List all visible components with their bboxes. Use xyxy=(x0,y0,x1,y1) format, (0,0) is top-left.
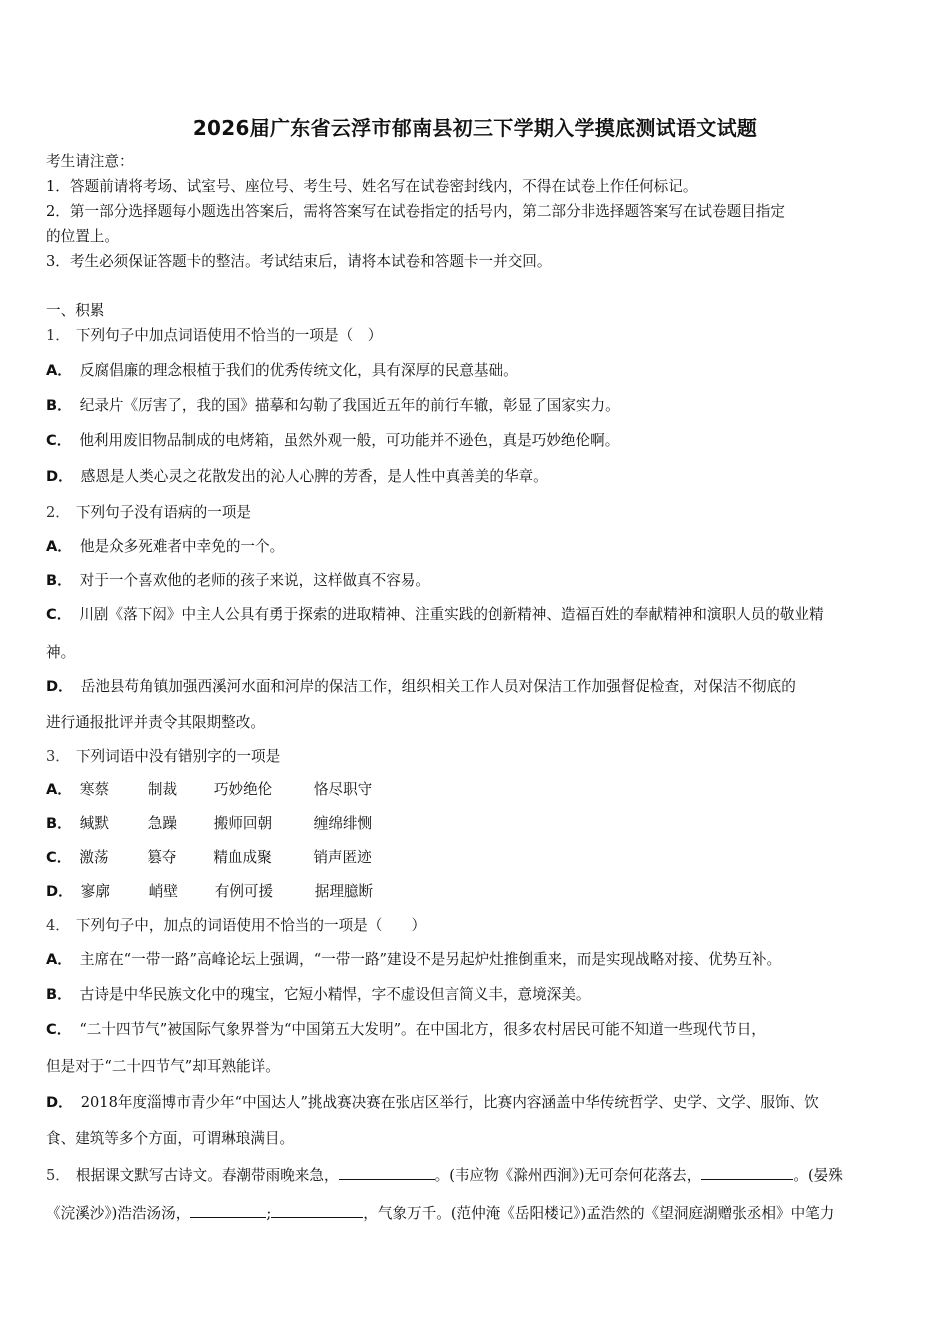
notice-item: 1．答题前请将考场、试室号、座位号、考生号、姓名写在试卷密封线内，不得在试卷上作任何标记。 xyxy=(46,178,698,195)
option-label: C． xyxy=(46,849,72,866)
question-2-option-a xyxy=(46,537,284,557)
question-1-option-c xyxy=(46,431,619,451)
option-continuation: 但是对于“二十四节气”却耳熟能详。 xyxy=(46,1058,280,1075)
question-number: 1． xyxy=(46,327,70,344)
question-text: 下列句子中，加点的词语使用不恰当的一项是（ ） xyxy=(75,917,427,934)
option-label: C． xyxy=(46,1021,72,1038)
option-continuation: 食、建筑等多个方面，可谓琳琅满目。 xyxy=(46,1130,295,1147)
option-continuation: 进行通报批评并责令其限期整改。 xyxy=(46,714,265,731)
question-text: 根据课文默写古诗文。春潮带雨晚来急， xyxy=(75,1167,339,1184)
question-text: ; xyxy=(266,1205,272,1222)
question-text: 下列句子中加点词语使用不恰当的一项是（ ） xyxy=(75,327,383,344)
option-word: 有例可援 xyxy=(214,883,274,900)
question-2-option-d xyxy=(46,677,796,697)
question-text: 下列词语中没有错别字的一项是 xyxy=(75,748,281,765)
option-label: D． xyxy=(46,468,73,485)
question-3-option-b xyxy=(46,814,372,834)
option-word: 篡夺 xyxy=(147,849,177,866)
answer-blank[interactable] xyxy=(701,1165,793,1180)
option-text: “二十四节气”被国际气象界誉为“中国第五大发明”。在中国北方，很多农村居民可能不知道一些现代节日， xyxy=(79,1021,766,1038)
option-word: 寥廓 xyxy=(80,883,110,900)
option-word: 峭壁 xyxy=(148,883,178,900)
option-label: D． xyxy=(46,883,73,900)
question-2-stem xyxy=(46,503,251,523)
question-4-option-b xyxy=(46,985,591,1005)
notice-item: 2．第一部分选择题每小题选出答案后，需将答案写在试卷指定的括号内，第二部分非选择题答案写在试卷题目指定 xyxy=(46,203,785,220)
option-label: B． xyxy=(46,572,72,589)
option-text: 2018年度淄博市青少年“中国达人”挑战赛决赛在张店区举行，比赛内容涵盖中华传统哲学、史学、文学、服饰、饮 xyxy=(80,1094,819,1111)
option-label: B． xyxy=(46,397,72,414)
option-label: D． xyxy=(46,1094,73,1111)
option-label: A． xyxy=(46,781,72,798)
option-text: 感恩是人类心灵之花散发出的沁人心脾的芳香，是人性中真善美的华章。 xyxy=(80,468,548,485)
option-text: 主席在“一带一路”高峰论坛上强调，“一带一路”建设不是另起炉灶推倒重来，而是实现战略对接、优势互补。 xyxy=(79,951,782,968)
option-word: 制裁 xyxy=(147,781,178,798)
option-text: 他是众多死难者中幸免的一个。 xyxy=(79,538,285,555)
option-word: 急躁 xyxy=(147,815,177,832)
option-word: 寒蔡 xyxy=(79,781,110,798)
question-text: ，气象万千。(范仲淹《岳阳楼记》)孟浩然的《望洞庭湖赠张丞相》中笔力 xyxy=(363,1205,835,1222)
option-word: 激荡 xyxy=(79,849,109,866)
option-word: 缄默 xyxy=(79,815,109,832)
option-text: 对于一个喜欢他的老师的孩子来说，这样做真不容易。 xyxy=(79,572,430,589)
notice-item: 3．考生必须保证答题卡的整洁。考试结束后，请将本试卷和答题卡一并交回。 xyxy=(46,253,552,270)
question-4-option-c xyxy=(46,1020,766,1040)
page-title: 2026届广东省云浮市郁南县初三下学期入学摸底测试语文试题 xyxy=(192,116,758,140)
option-text: 岳池县苟角镇加强西溪河水面和河岸的保洁工作，组织相关工作人员对保洁工作加强督促检查，对保洁不彻底的 xyxy=(80,678,796,695)
question-1-option-a xyxy=(46,361,518,381)
option-label: A． xyxy=(46,951,72,968)
question-4-option-a xyxy=(46,950,781,970)
answer-blank[interactable] xyxy=(339,1165,435,1180)
option-label: D． xyxy=(46,678,73,695)
option-word: 精血成聚 xyxy=(213,849,272,866)
question-1-stem xyxy=(46,326,382,346)
question-text: 。(韦应物《滁州西涧》)无可奈何花落去， xyxy=(434,1167,702,1184)
option-word: 恪尽职守 xyxy=(313,781,373,798)
answer-blank[interactable] xyxy=(190,1203,266,1218)
question-1-option-b xyxy=(46,396,620,416)
question-number: 2． xyxy=(46,504,70,521)
option-word: 缠绵绯恻 xyxy=(313,815,373,832)
question-3-option-a xyxy=(46,780,372,800)
question-2-option-b xyxy=(46,571,430,591)
option-text: 古诗是中华民族文化中的瑰宝，它短小精悍，字不虚设但言简义丰，意境深美。 xyxy=(79,986,591,1003)
question-text: 。(晏殊 xyxy=(793,1167,843,1184)
option-text: 川剧《落下闳》中主人公具有勇于探索的进取精神、注重实践的创新精神、造福百姓的奉献精神和演职人员的敬业精 xyxy=(79,606,824,623)
question-2-option-c xyxy=(46,605,824,625)
option-word: 搬师回朝 xyxy=(213,815,273,832)
answer-blank[interactable] xyxy=(271,1203,363,1218)
question-4-stem xyxy=(46,916,426,936)
question-number: 5． xyxy=(46,1167,70,1184)
option-label: C． xyxy=(46,606,72,623)
question-3-option-d xyxy=(46,882,373,902)
notice-heading: 考生请注意： xyxy=(46,153,134,170)
option-label: C． xyxy=(46,432,72,449)
question-3-option-c xyxy=(46,848,372,868)
option-word: 巧妙绝伦 xyxy=(213,781,273,798)
option-label: A． xyxy=(46,362,72,379)
question-number: 4． xyxy=(46,917,70,934)
option-label: B． xyxy=(46,815,72,832)
option-text: 纪录片《厉害了，我的国》描摹和勾勒了我国近五年的前行车辙，彰显了国家实力。 xyxy=(79,397,620,414)
option-text: 他利用废旧物品制成的电烤箱，虽然外观一般，可功能并不逊色，真是巧妙绝伦啊。 xyxy=(79,432,620,449)
question-3-stem xyxy=(46,747,280,767)
question-5-line-1 xyxy=(46,1165,843,1186)
option-text: 反腐倡廉的理念根植于我们的优秀传统文化，具有深厚的民意基础。 xyxy=(79,362,518,379)
option-continuation: 神。 xyxy=(46,644,76,661)
option-label: B． xyxy=(46,986,72,1003)
question-text: 《浣溪沙》)浩浩汤汤， xyxy=(46,1205,191,1222)
section-heading: 一、积累 xyxy=(46,302,105,319)
question-5-line-2 xyxy=(46,1203,834,1224)
question-1-option-d xyxy=(46,467,548,487)
question-number: 3． xyxy=(46,748,70,765)
option-word: 据理臆断 xyxy=(314,883,374,900)
option-word: 销声匿迹 xyxy=(313,849,372,866)
question-4-option-d xyxy=(46,1093,819,1113)
option-label: A． xyxy=(46,538,72,555)
notice-item: 的位置上。 xyxy=(46,228,119,245)
question-text: 下列句子没有语病的一项是 xyxy=(75,504,252,521)
